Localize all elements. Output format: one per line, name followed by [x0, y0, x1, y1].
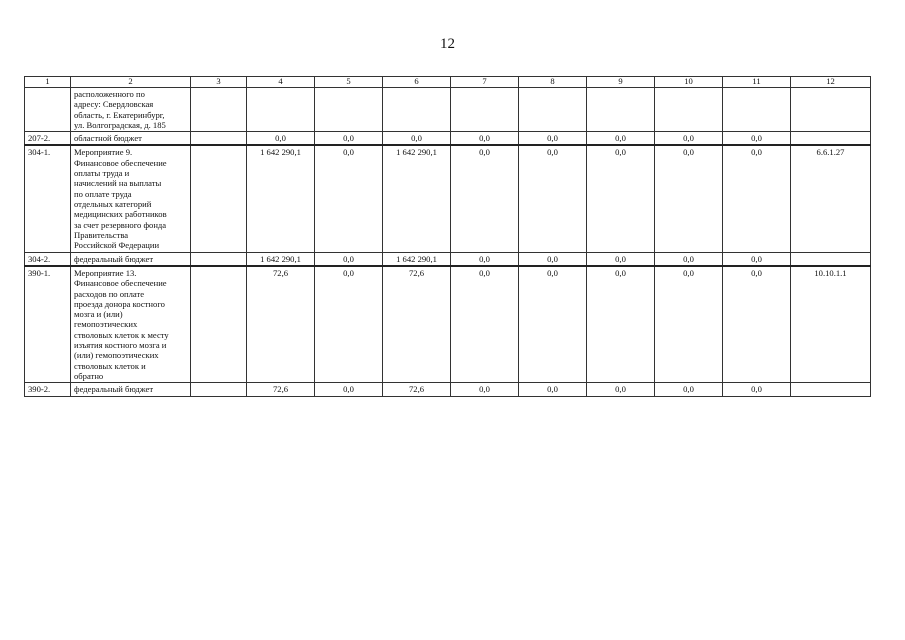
table-row	[25, 383, 871, 396]
row-code-cell: 207-2.	[25, 132, 71, 146]
row-name-cell	[71, 266, 191, 383]
row-name-line: расходов по оплате	[74, 288, 145, 299]
column-header: 9	[587, 77, 655, 88]
row-name-cell	[71, 145, 191, 252]
row-name-line: изъятия костного мозга и	[74, 340, 167, 351]
value-cell: 0,0	[519, 252, 587, 266]
value-cell	[655, 87, 723, 131]
value-cell: 0,0	[519, 266, 587, 383]
value-cell: 0,0	[655, 252, 723, 266]
column-header: 8	[519, 77, 587, 88]
row-name-line: (или) гемопоэтических	[74, 350, 159, 361]
value-cell: 0,0	[383, 132, 451, 146]
target-code-cell	[791, 383, 871, 396]
value-cell	[191, 145, 247, 252]
value-cell: 0,0	[723, 145, 791, 252]
row-name-line: стволовых клеток и	[74, 360, 146, 371]
value-cell: 0,0	[587, 383, 655, 396]
value-cell: 0,0	[451, 383, 519, 396]
row-name-line: оплаты труда и	[74, 168, 130, 179]
row-name-line: мозга и (или)	[74, 309, 123, 320]
table-body	[25, 77, 871, 397]
row-code-cell: 390-2.	[25, 383, 71, 396]
row-name-line: область, г. Екатеринбург,	[74, 109, 165, 120]
value-cell	[191, 252, 247, 266]
row-name-line: ул. Волгоградская, д. 185	[74, 119, 166, 130]
table-row	[25, 145, 871, 252]
row-code-cell: 390-1.	[25, 266, 71, 383]
column-header: 2	[71, 77, 191, 88]
row-name-line: Мероприятие 13.	[74, 267, 137, 278]
row-name-line: медицинских работников	[74, 209, 167, 220]
row-name-line: Финансовое обеспечение	[74, 157, 167, 168]
value-cell: 0,0	[315, 145, 383, 252]
value-cell: 0,0	[451, 266, 519, 383]
row-name-line: Мероприятие 9.	[74, 147, 133, 158]
value-cell: 0,0	[247, 132, 315, 146]
value-cell: 0,0	[587, 252, 655, 266]
value-cell	[247, 87, 315, 131]
row-name-line: начислений на выплаты	[74, 178, 162, 189]
row-code-cell: 304-2.	[25, 252, 71, 266]
value-cell: 0,0	[587, 266, 655, 383]
value-cell	[315, 87, 383, 131]
value-cell: 0,0	[587, 145, 655, 252]
target-code-cell	[791, 132, 871, 146]
row-name-line: Финансовое обеспечение	[74, 278, 167, 289]
row-name-line: отдельных категорий	[74, 199, 152, 209]
value-cell	[451, 87, 519, 131]
value-cell: 0,0	[723, 132, 791, 146]
column-header: 7	[451, 77, 519, 88]
column-header: 6	[383, 77, 451, 88]
table-row	[25, 87, 871, 131]
column-header: 4	[247, 77, 315, 88]
value-cell: 1 642 290,1	[383, 252, 451, 266]
value-cell: 0,0	[315, 266, 383, 383]
value-cell: 0,0	[451, 132, 519, 146]
row-name-line: обратно	[74, 371, 104, 381]
value-cell	[191, 132, 247, 146]
column-header: 11	[723, 77, 791, 88]
value-cell	[723, 87, 791, 131]
row-code-cell: 304-1.	[25, 145, 71, 252]
column-header: 5	[315, 77, 383, 88]
value-cell: 0,0	[655, 266, 723, 383]
row-name-line: проезда донора костного	[74, 298, 165, 309]
column-header: 1	[25, 77, 71, 88]
row-name-line: федеральный бюджет	[74, 384, 154, 395]
column-header: 12	[791, 77, 871, 88]
value-cell: 72,6	[383, 383, 451, 396]
value-cell: 0,0	[587, 132, 655, 146]
value-cell: 0,0	[451, 145, 519, 252]
row-name-line: Российской Федерации	[74, 240, 160, 251]
target-code-cell	[791, 87, 871, 131]
value-cell: 0,0	[655, 132, 723, 146]
row-name-line: областной бюджет	[74, 133, 142, 144]
target-code-cell	[791, 252, 871, 266]
value-cell: 0,0	[519, 132, 587, 146]
column-number-header-row	[25, 77, 871, 88]
row-name-line: за счет резервного фонда	[74, 219, 167, 230]
row-name-line: стволовых клеток к месту	[74, 329, 169, 340]
row-name-cell	[71, 252, 191, 266]
value-cell: 1 642 290,1	[247, 252, 315, 266]
target-code-cell: 6.6.1.27	[791, 145, 871, 252]
row-name-line: федеральный бюджет	[74, 253, 154, 264]
value-cell: 0,0	[655, 145, 723, 252]
value-cell	[191, 87, 247, 131]
value-cell: 0,0	[723, 266, 791, 383]
target-code-cell: 10.10.1.1	[791, 266, 871, 383]
value-cell: 0,0	[315, 132, 383, 146]
row-code-cell	[25, 87, 71, 131]
table-row	[25, 266, 871, 383]
value-cell: 0,0	[315, 252, 383, 266]
value-cell: 0,0	[519, 145, 587, 252]
column-header: 3	[191, 77, 247, 88]
value-cell: 72,6	[247, 383, 315, 396]
value-cell: 1 642 290,1	[247, 145, 315, 252]
row-name-line: Правительства	[74, 229, 129, 240]
value-cell: 0,0	[723, 252, 791, 266]
value-cell	[587, 87, 655, 131]
value-cell: 1 642 290,1	[383, 145, 451, 252]
row-name-cell	[71, 87, 191, 131]
row-name-line: гемопоэтических	[74, 319, 138, 330]
row-name-cell	[71, 383, 191, 396]
value-cell	[519, 87, 587, 131]
value-cell	[191, 383, 247, 396]
value-cell: 0,0	[655, 383, 723, 396]
value-cell	[191, 266, 247, 383]
row-name-line: расположенного по	[74, 88, 145, 99]
budget-table	[24, 76, 871, 397]
page-number: 12	[440, 36, 455, 52]
value-cell	[383, 87, 451, 131]
row-name-line: адресу: Свердловская	[74, 99, 154, 110]
row-name-line: по оплате труда	[74, 188, 132, 199]
value-cell: 0,0	[723, 383, 791, 396]
value-cell: 72,6	[247, 266, 315, 383]
value-cell: 0,0	[451, 252, 519, 266]
row-name-cell	[71, 132, 191, 146]
table-row	[25, 252, 871, 266]
value-cell: 72,6	[383, 266, 451, 383]
table-row	[25, 132, 871, 146]
value-cell: 0,0	[519, 383, 587, 396]
column-header: 10	[655, 77, 723, 88]
value-cell: 0,0	[315, 383, 383, 396]
